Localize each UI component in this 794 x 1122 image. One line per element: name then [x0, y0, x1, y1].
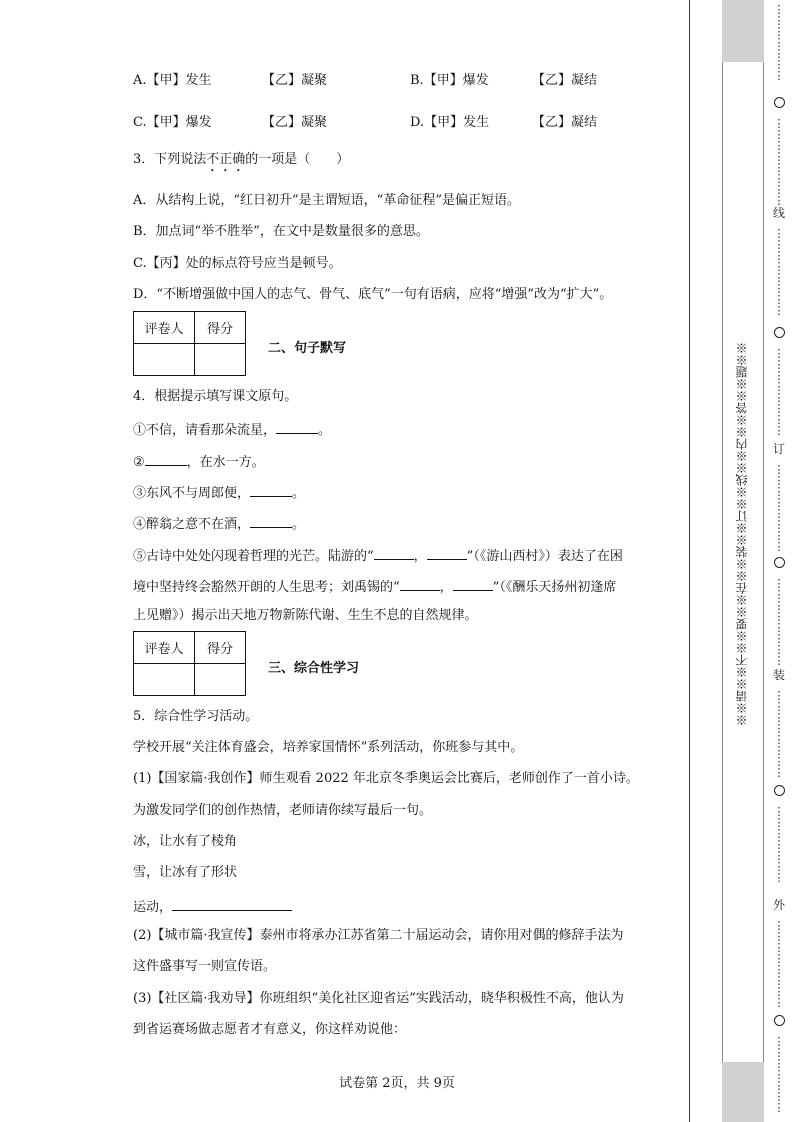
- q4-item3: ③东风不与周郎便， 。: [133, 482, 305, 503]
- answer-blank[interactable]: [374, 545, 414, 560]
- q2-option-a-yi: 【乙】凝聚: [262, 73, 328, 88]
- binding-strip-top: [722, 0, 764, 62]
- q2-option-b-yi: 【乙】凝结: [532, 73, 598, 88]
- score-header: 得分: [195, 312, 246, 344]
- binding-dots: ⋮ ⋮ ⋮ ⋮ ⋮ ⋮ ⋮: [773, 1035, 785, 1114]
- q5-intro: 学校开展“关注体育盛会，培养家国情怀”系列活动，你班参与其中。: [133, 740, 524, 755]
- answer-blank[interactable]: [250, 513, 292, 528]
- binding-label-xian: 线: [772, 206, 785, 220]
- answer-blank[interactable]: [250, 482, 292, 497]
- q5-part3-line2: 到省运赛场做志愿者才有意义，你这样劝说他：: [133, 1022, 407, 1037]
- binding-label-ding: 订: [772, 442, 785, 456]
- q3-stem: 3．下列说法不正确的一项是（ ）: [133, 152, 350, 167]
- binding-circle-icon: [770, 1015, 788, 1028]
- q5-stem: 5．综合性学习活动。: [133, 709, 259, 724]
- binding-dots: ⋮ ⋮ ⋮ ⋮ ⋮ ⋮ ⋮: [773, 3, 785, 82]
- score-box-section2: [133, 311, 246, 376]
- grader-cell[interactable]: [134, 664, 195, 696]
- binding-dots: ⋮ ⋮ ⋮ ⋮ ⋮ ⋮ ⋮ ⋮: [773, 117, 785, 207]
- grader-header: 评卷人: [134, 632, 195, 664]
- q4-item2: ② ，在水一方。: [133, 451, 265, 472]
- binding-dots: ⋮ ⋮ ⋮ ⋮ ⋮ ⋮ ⋮ ⋮: [773, 463, 785, 553]
- binding-label-zhuang: 装: [772, 668, 785, 682]
- q3-option-b: B．加点词“举不胜举”，在文中是数量很多的意思。: [133, 224, 429, 239]
- q4-item4: ④醉翁之意不在酒， 。: [133, 513, 305, 534]
- binding-dots: ⋮ ⋮ ⋮ ⋮ ⋮ ⋮ ⋮ ⋮: [773, 919, 785, 1009]
- binding-dots: ⋮ ⋮ ⋮ ⋮ ⋮ ⋮ ⋮ ⋮: [773, 347, 785, 437]
- binding-dots: ⋮ ⋮ ⋮ ⋮ ⋮ ⋮ ⋮ ⋮: [773, 227, 785, 317]
- q3-option-d: D．“不断增强做中国人的志气、骨气、底气”一句有语病，应将“增强”改为“扩大”。: [133, 287, 613, 302]
- answer-blank[interactable]: [400, 576, 440, 591]
- q5-part2-line2: 这件盛事写一则宣传语。: [133, 959, 277, 974]
- no-answer-warning: ※※请※※不※※要※※在※※装※※订※※线※※内※※答※※题※※: [735, 342, 749, 726]
- score-header: 得分: [195, 632, 246, 664]
- score-box-section3: [133, 631, 246, 696]
- score-cell[interactable]: [195, 344, 246, 376]
- binding-dots: ⋮ ⋮ ⋮ ⋮ ⋮ ⋮ ⋮ ⋮: [773, 577, 785, 667]
- q2-option-d-yi: 【乙】凝结: [532, 115, 598, 130]
- q5-part2-line1: (2)【城市篇·我宣传】泰州市将承办江苏省第二十届运动会，请你用对偶的修辞手法为: [133, 928, 624, 943]
- answer-blank[interactable]: [453, 576, 493, 591]
- binding-circle-icon: [770, 785, 788, 798]
- q2-option-a: A.【甲】发生: [133, 73, 212, 88]
- q2-option-c: C.【甲】爆发: [133, 115, 212, 130]
- binding-dots: ⋮ ⋮ ⋮ ⋮ ⋮ ⋮ ⋮: [773, 805, 785, 884]
- page-footer: 试卷第 2页，共 9页: [339, 1076, 455, 1091]
- q2-option-c-yi: 【乙】凝聚: [262, 115, 328, 130]
- q5-part1-line2: 为激发同学们的创作热情，老师请你续写最后一句。: [133, 803, 433, 818]
- q5-part1-line1: (1)【国家篇·我创作】师生观看 2022 年北京冬季奥运会比赛后，老师创作了一首小诗。: [133, 771, 639, 786]
- q4-item5-line2: 境中坚持终会豁然开朗的人生思考；刘禹锡的“ ， ”（《酬乐天扬州初逢席: [133, 576, 616, 597]
- q5-part3-line1: (3)【社区篇·我劝导】你班组织“美化社区迎省运”实践活动，晓华积极性不高，他认为: [133, 991, 624, 1006]
- grader-header: 评卷人: [134, 312, 195, 344]
- margin-divider: [689, 0, 690, 1122]
- q3-option-c: C.【丙】处的标点符号应当是顿号。: [133, 256, 342, 271]
- q4-item5-line3: 上见赠》）揭示出天地万物新陈代谢、生生不息的自然规律。: [133, 608, 478, 623]
- q2-option-b: B.【甲】爆发: [410, 73, 489, 88]
- answer-blank[interactable]: [172, 896, 292, 911]
- binding-label-wai: 外: [772, 898, 785, 912]
- q4-stem: 4．根据提示填写课文原句。: [133, 389, 298, 404]
- score-cell[interactable]: [195, 664, 246, 696]
- q3-option-a: A．从结构上说，“红日初升”是主谓短语，“革命征程”是偏正短语。: [133, 193, 520, 208]
- answer-blank[interactable]: [145, 451, 187, 466]
- binding-circle-icon: [770, 97, 788, 110]
- binding-circle-icon: [770, 557, 788, 570]
- q4-item1: ①不信，请看那朵流星， 。: [133, 419, 331, 440]
- q5-poem-line3: 运动，: [133, 896, 292, 917]
- section2-title: 二、句子默写: [268, 341, 347, 356]
- binding-strip-bottom: [722, 1062, 764, 1122]
- q5-poem-line1: 冰，让水有了棱角: [133, 834, 238, 849]
- section3-title: 三、综合性学习: [268, 661, 360, 676]
- binding-dots: ⋮ ⋮ ⋮ ⋮ ⋮ ⋮ ⋮ ⋮: [773, 689, 785, 779]
- answer-blank[interactable]: [427, 545, 467, 560]
- grader-cell[interactable]: [134, 344, 195, 376]
- q2-option-d: D.【甲】发生: [410, 115, 490, 130]
- answer-blank[interactable]: [276, 419, 318, 434]
- q5-poem-line2: 雪，让冰有了形状: [133, 865, 238, 880]
- q4-item5-line1: ⑤古诗中处处闪现着哲理的光芒。陆游的“ ， ”（《游山西村》）表达了在困: [133, 545, 623, 566]
- binding-circle-icon: [770, 327, 788, 340]
